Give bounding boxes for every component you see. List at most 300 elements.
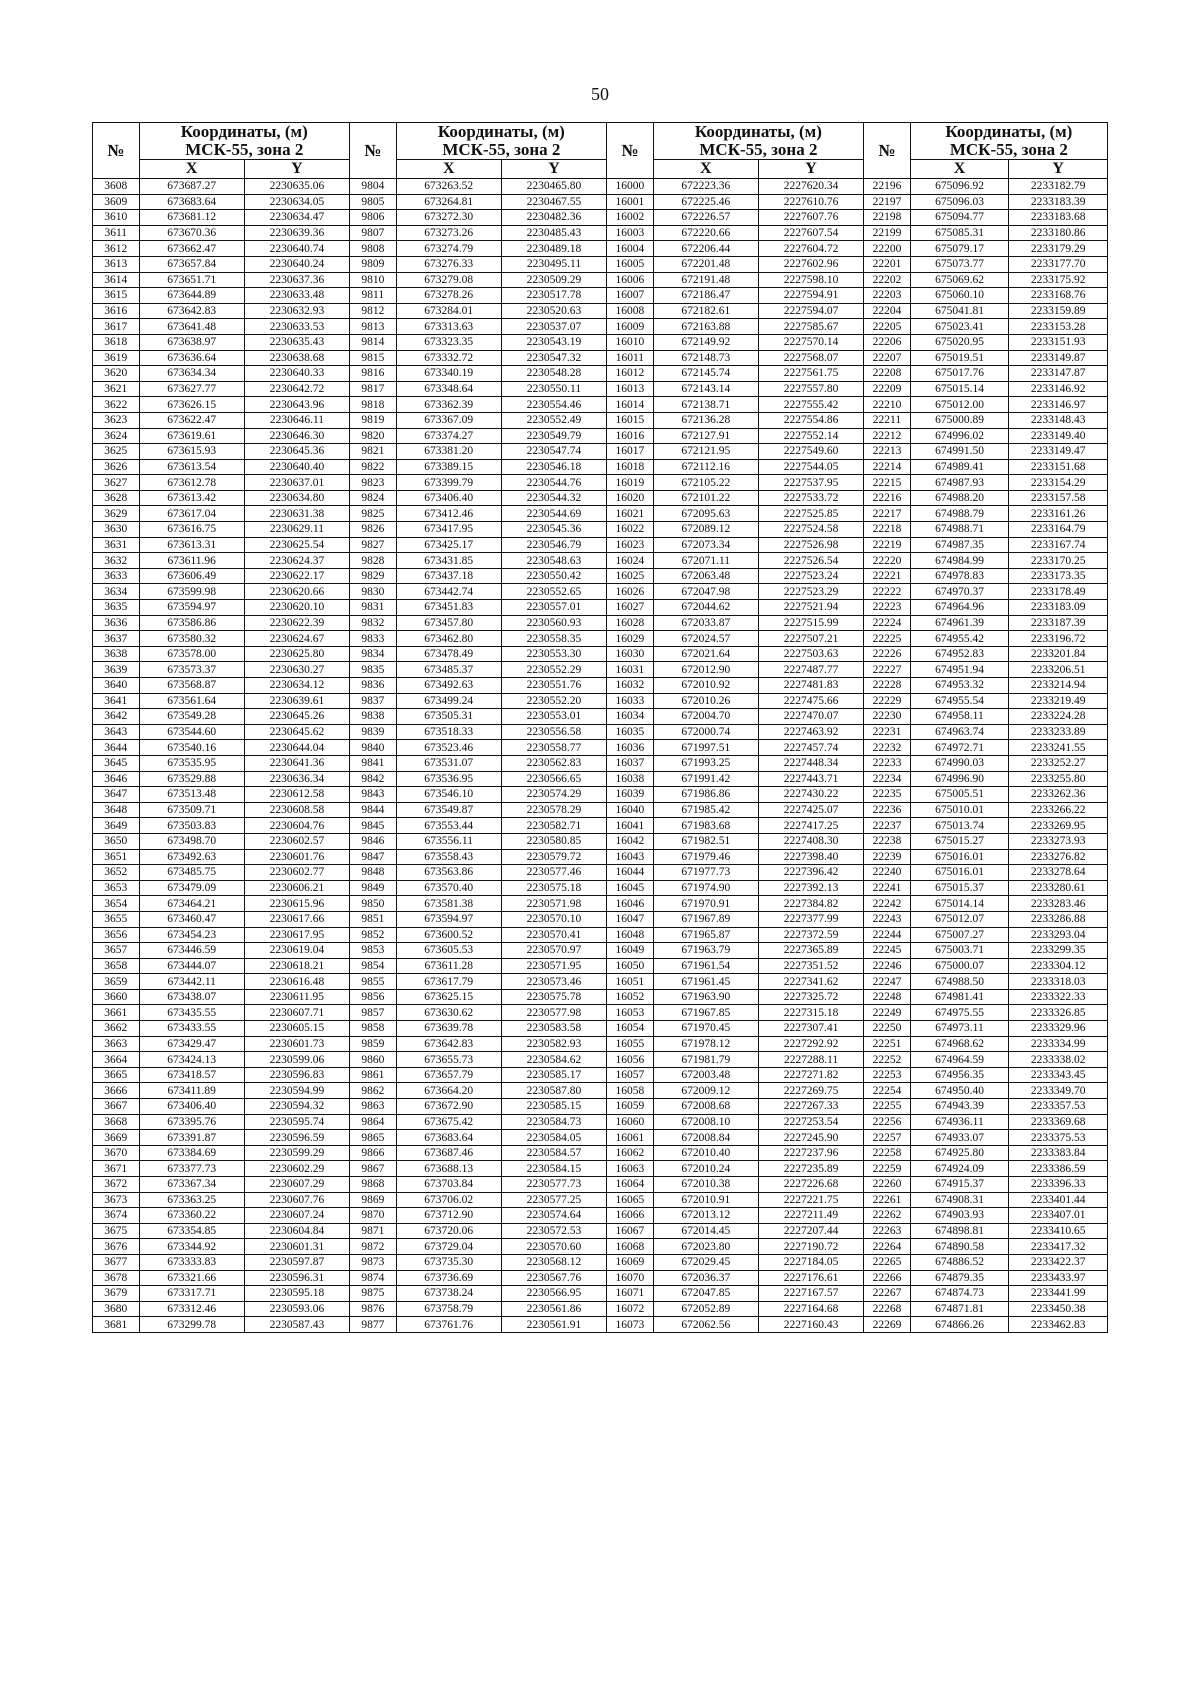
point-number-cell: 22269	[864, 1317, 911, 1333]
coord-x-cell: 674952.83	[910, 646, 1009, 662]
coord-y-cell: 2227164.68	[758, 1301, 863, 1317]
coord-y-cell: 2227365.89	[758, 943, 863, 959]
point-number-cell: 16038	[607, 771, 654, 787]
coord-y-cell: 2227602.96	[758, 256, 863, 272]
coord-x-cell: 672008.68	[653, 1099, 758, 1115]
point-number-cell: 3631	[93, 537, 140, 553]
coord-y-cell: 2227253.54	[758, 1114, 863, 1130]
point-number-cell: 9824	[350, 490, 397, 506]
coord-y-cell: 2230593.06	[244, 1301, 349, 1317]
point-number-cell: 22218	[864, 522, 911, 538]
coord-x-cell: 673411.89	[139, 1083, 244, 1099]
coord-y-cell: 2227561.75	[758, 366, 863, 382]
coord-y-cell: 2233283.46	[1009, 896, 1108, 912]
header-number: №	[607, 123, 654, 179]
coord-x-cell: 673395.76	[139, 1114, 244, 1130]
point-number-cell: 22223	[864, 600, 911, 616]
coord-y-cell: 2230553.30	[501, 646, 606, 662]
point-number-cell: 9864	[350, 1114, 397, 1130]
coord-x-cell: 673683.64	[139, 194, 244, 210]
coord-x-cell: 673367.09	[396, 412, 501, 428]
coord-y-cell: 2227408.30	[758, 833, 863, 849]
point-number-cell: 9833	[350, 631, 397, 647]
coord-y-cell: 2227384.82	[758, 896, 863, 912]
coord-x-cell: 671961.54	[653, 958, 758, 974]
point-number-cell: 16025	[607, 568, 654, 584]
coord-y-cell: 2230611.95	[244, 989, 349, 1005]
point-number-cell: 9839	[350, 724, 397, 740]
coord-y-cell: 2233146.92	[1009, 381, 1108, 397]
coord-y-cell: 2227425.07	[758, 802, 863, 818]
coord-y-cell: 2227267.33	[758, 1099, 863, 1115]
point-number-cell: 16034	[607, 709, 654, 725]
coord-y-cell: 2230550.42	[501, 568, 606, 584]
coord-x-cell: 671977.73	[653, 865, 758, 881]
coord-x-cell: 673424.13	[139, 1052, 244, 1068]
point-number-cell: 22233	[864, 755, 911, 771]
table-row	[93, 911, 1108, 927]
coord-x-cell: 672010.92	[653, 678, 758, 694]
table-row	[93, 1301, 1108, 1317]
table-row	[93, 490, 1108, 506]
table-row	[93, 771, 1108, 787]
coord-x-cell: 672014.45	[653, 1223, 758, 1239]
point-number-cell: 9810	[350, 272, 397, 288]
coord-y-cell: 2230585.17	[501, 1067, 606, 1083]
coord-y-cell: 2230641.36	[244, 755, 349, 771]
coord-x-cell: 673664.20	[396, 1083, 501, 1099]
point-number-cell: 3608	[93, 179, 140, 195]
point-number-cell: 16061	[607, 1130, 654, 1146]
point-number-cell: 22249	[864, 1005, 911, 1021]
point-number-cell: 9826	[350, 522, 397, 538]
header-coordinates	[396, 123, 607, 160]
point-number-cell: 3667	[93, 1099, 140, 1115]
coord-x-cell: 672008.10	[653, 1114, 758, 1130]
point-number-cell: 22199	[864, 225, 911, 241]
coord-x-cell: 673594.97	[396, 911, 501, 927]
coord-y-cell: 2233255.80	[1009, 771, 1108, 787]
coord-y-cell: 2233149.87	[1009, 350, 1108, 366]
coord-x-cell: 672225.46	[653, 194, 758, 210]
coord-y-cell: 2233175.92	[1009, 272, 1108, 288]
coord-x-cell: 675096.92	[910, 179, 1009, 195]
point-number-cell: 16060	[607, 1114, 654, 1130]
coord-y-cell: 2230587.80	[501, 1083, 606, 1099]
coord-y-cell: 2233273.93	[1009, 833, 1108, 849]
point-number-cell: 9836	[350, 678, 397, 694]
point-number-cell: 3648	[93, 802, 140, 818]
table-row	[93, 693, 1108, 709]
coord-y-cell: 2227470.07	[758, 709, 863, 725]
point-number-cell: 16016	[607, 428, 654, 444]
coord-y-cell: 2233262.36	[1009, 787, 1108, 803]
table-row	[93, 646, 1108, 662]
point-number-cell: 3680	[93, 1301, 140, 1317]
coord-x-cell: 675096.03	[910, 194, 1009, 210]
coord-y-cell: 2227552.14	[758, 428, 863, 444]
coord-x-cell: 673556.11	[396, 833, 501, 849]
coord-x-cell: 672047.85	[653, 1286, 758, 1302]
point-number-cell: 16011	[607, 350, 654, 366]
coord-y-cell: 2227292.92	[758, 1036, 863, 1052]
coord-x-cell: 673735.30	[396, 1254, 501, 1270]
table-row	[93, 553, 1108, 569]
coord-x-cell: 674987.35	[910, 537, 1009, 553]
coord-x-cell: 675060.10	[910, 288, 1009, 304]
table-row	[93, 319, 1108, 335]
point-number-cell: 16019	[607, 475, 654, 491]
coord-x-cell: 674915.37	[910, 1177, 1009, 1193]
point-number-cell: 22227	[864, 662, 911, 678]
point-number-cell: 16044	[607, 865, 654, 881]
point-number-cell: 3627	[93, 475, 140, 491]
point-number-cell: 9821	[350, 444, 397, 460]
header-y: Y	[1009, 160, 1108, 179]
coord-x-cell: 674958.11	[910, 709, 1009, 725]
point-number-cell: 22212	[864, 428, 911, 444]
coord-y-cell: 2233206.51	[1009, 662, 1108, 678]
table-row	[93, 303, 1108, 319]
point-number-cell: 16010	[607, 334, 654, 350]
point-number-cell: 16003	[607, 225, 654, 241]
point-number-cell: 16008	[607, 303, 654, 319]
point-number-cell: 3657	[93, 943, 140, 959]
point-number-cell: 3658	[93, 958, 140, 974]
header-number: №	[93, 123, 140, 179]
coord-x-cell: 674988.20	[910, 490, 1009, 506]
coord-x-cell: 673681.12	[139, 210, 244, 226]
point-number-cell: 22224	[864, 615, 911, 631]
coord-x-cell: 675005.51	[910, 787, 1009, 803]
coord-y-cell: 2233187.39	[1009, 615, 1108, 631]
coord-x-cell: 674866.26	[910, 1317, 1009, 1333]
coord-x-cell: 672021.64	[653, 646, 758, 662]
coord-y-cell: 2233154.29	[1009, 475, 1108, 491]
coord-y-cell: 2230646.30	[244, 428, 349, 444]
table-row	[93, 1067, 1108, 1083]
coord-x-cell: 672112.16	[653, 459, 758, 475]
coord-x-cell: 674989.41	[910, 459, 1009, 475]
coord-y-cell: 2233157.58	[1009, 490, 1108, 506]
coord-x-cell: 674956.35	[910, 1067, 1009, 1083]
coord-x-cell: 675007.27	[910, 927, 1009, 943]
coord-x-cell: 673406.40	[139, 1099, 244, 1115]
coord-y-cell: 2233401.44	[1009, 1192, 1108, 1208]
coord-x-cell: 671997.51	[653, 740, 758, 756]
point-number-cell: 9808	[350, 241, 397, 257]
coord-x-cell: 673605.53	[396, 943, 501, 959]
point-number-cell: 22213	[864, 444, 911, 460]
coord-y-cell: 2233326.85	[1009, 1005, 1108, 1021]
point-number-cell: 16050	[607, 958, 654, 974]
coord-x-cell: 673535.95	[139, 755, 244, 771]
coord-x-cell: 672004.70	[653, 709, 758, 725]
coord-y-cell: 2233182.79	[1009, 179, 1108, 195]
coord-x-cell: 672010.91	[653, 1192, 758, 1208]
coord-x-cell: 673460.47	[139, 911, 244, 927]
coord-y-cell: 2227610.76	[758, 194, 863, 210]
coord-x-cell: 672145.74	[653, 366, 758, 382]
coord-x-cell: 672186.47	[653, 288, 758, 304]
point-number-cell: 3664	[93, 1052, 140, 1068]
point-number-cell: 9868	[350, 1177, 397, 1193]
coord-x-cell: 675079.17	[910, 241, 1009, 257]
coord-y-cell: 2230608.58	[244, 802, 349, 818]
point-number-cell: 16071	[607, 1286, 654, 1302]
coord-x-cell: 673446.59	[139, 943, 244, 959]
coord-y-cell: 2230634.12	[244, 678, 349, 694]
point-number-cell: 22207	[864, 350, 911, 366]
coord-x-cell: 673553.44	[396, 818, 501, 834]
point-number-cell: 16018	[607, 459, 654, 475]
point-number-cell: 3610	[93, 210, 140, 226]
point-number-cell: 16007	[607, 288, 654, 304]
coord-x-cell: 674988.71	[910, 522, 1009, 538]
coord-y-cell: 2227160.43	[758, 1317, 863, 1333]
coord-y-cell: 2230574.64	[501, 1208, 606, 1224]
coord-y-cell: 2227594.91	[758, 288, 863, 304]
coord-y-cell: 2230550.11	[501, 381, 606, 397]
point-number-cell: 16002	[607, 210, 654, 226]
coord-y-cell: 2227398.40	[758, 849, 863, 865]
coord-y-cell: 2230601.31	[244, 1239, 349, 1255]
coord-x-cell: 674953.32	[910, 678, 1009, 694]
table-row	[93, 210, 1108, 226]
point-number-cell: 22205	[864, 319, 911, 335]
point-number-cell: 16052	[607, 989, 654, 1005]
point-number-cell: 16021	[607, 506, 654, 522]
point-number-cell: 9813	[350, 319, 397, 335]
coord-y-cell: 2230640.33	[244, 366, 349, 382]
coord-x-cell: 673630.62	[396, 1005, 501, 1021]
point-number-cell: 3616	[93, 303, 140, 319]
coord-x-cell: 674988.79	[910, 506, 1009, 522]
point-number-cell: 9819	[350, 412, 397, 428]
coord-x-cell: 673611.96	[139, 553, 244, 569]
coord-x-cell: 675000.07	[910, 958, 1009, 974]
point-number-cell: 3633	[93, 568, 140, 584]
coord-x-cell: 675073.77	[910, 256, 1009, 272]
point-number-cell: 22228	[864, 678, 911, 694]
coord-x-cell: 673363.25	[139, 1192, 244, 1208]
coord-x-cell: 672138.71	[653, 397, 758, 413]
point-number-cell: 16058	[607, 1083, 654, 1099]
point-number-cell: 9805	[350, 194, 397, 210]
coord-y-cell: 2233433.97	[1009, 1270, 1108, 1286]
point-number-cell: 9841	[350, 755, 397, 771]
point-number-cell: 16009	[607, 319, 654, 335]
point-number-cell: 9834	[350, 646, 397, 662]
coord-x-cell: 672101.22	[653, 490, 758, 506]
coord-y-cell: 2230607.76	[244, 1192, 349, 1208]
coord-y-cell: 2227549.60	[758, 444, 863, 460]
coord-x-cell: 673451.83	[396, 600, 501, 616]
point-number-cell: 22230	[864, 709, 911, 725]
coord-x-cell: 674964.96	[910, 600, 1009, 616]
coord-x-cell: 673683.64	[396, 1130, 501, 1146]
coord-y-cell: 2233252.27	[1009, 755, 1108, 771]
coord-y-cell: 2227176.61	[758, 1270, 863, 1286]
coord-y-cell: 2230604.76	[244, 818, 349, 834]
point-number-cell: 9825	[350, 506, 397, 522]
point-number-cell: 9822	[350, 459, 397, 475]
point-number-cell: 22243	[864, 911, 911, 927]
coord-y-cell: 2230607.71	[244, 1005, 349, 1021]
table-row	[93, 740, 1108, 756]
coord-x-cell: 671967.85	[653, 1005, 758, 1021]
coord-y-cell: 2230584.57	[501, 1145, 606, 1161]
coord-y-cell: 2230587.43	[244, 1317, 349, 1333]
coord-y-cell: 2230602.29	[244, 1161, 349, 1177]
table-row	[93, 584, 1108, 600]
coord-y-cell: 2230547.74	[501, 444, 606, 460]
coord-x-cell: 673594.97	[139, 600, 244, 616]
point-number-cell: 22242	[864, 896, 911, 912]
coord-y-cell: 2230606.21	[244, 880, 349, 896]
coord-y-cell: 2233180.86	[1009, 225, 1108, 241]
page-number: 50	[591, 84, 609, 104]
coord-y-cell: 2233183.68	[1009, 210, 1108, 226]
coord-y-cell: 2230646.11	[244, 412, 349, 428]
coord-x-cell: 672010.40	[653, 1145, 758, 1161]
coord-x-cell: 674973.11	[910, 1021, 1009, 1037]
coord-x-cell: 674970.37	[910, 584, 1009, 600]
coord-y-cell: 2230640.24	[244, 256, 349, 272]
point-number-cell: 3660	[93, 989, 140, 1005]
point-number-cell: 22209	[864, 381, 911, 397]
coord-y-cell: 2233183.09	[1009, 600, 1108, 616]
point-number-cell: 3655	[93, 911, 140, 927]
coord-y-cell: 2227207.44	[758, 1223, 863, 1239]
header-x: X	[910, 160, 1009, 179]
coord-y-cell: 2233183.39	[1009, 194, 1108, 210]
point-number-cell: 9872	[350, 1239, 397, 1255]
coord-x-cell: 673503.83	[139, 818, 244, 834]
coord-y-cell: 2233147.87	[1009, 366, 1108, 382]
coord-x-cell: 671982.51	[653, 833, 758, 849]
coord-x-cell: 674987.93	[910, 475, 1009, 491]
table-row	[93, 256, 1108, 272]
coord-x-cell: 672149.92	[653, 334, 758, 350]
coord-y-cell: 2227430.22	[758, 787, 863, 803]
table-row	[93, 943, 1108, 959]
point-number-cell: 3645	[93, 755, 140, 771]
coord-x-cell: 674955.42	[910, 631, 1009, 647]
point-number-cell: 9844	[350, 802, 397, 818]
coord-x-cell: 671967.89	[653, 911, 758, 927]
coord-y-cell: 2227271.82	[758, 1067, 863, 1083]
point-number-cell: 22260	[864, 1177, 911, 1193]
coord-x-cell: 673377.73	[139, 1161, 244, 1177]
point-number-cell: 9843	[350, 787, 397, 803]
point-number-cell: 16057	[607, 1067, 654, 1083]
point-number-cell: 9806	[350, 210, 397, 226]
point-number-cell: 22266	[864, 1270, 911, 1286]
point-number-cell: 3672	[93, 1177, 140, 1193]
coord-y-cell: 2233219.49	[1009, 693, 1108, 709]
point-number-cell: 16004	[607, 241, 654, 257]
table-row	[93, 724, 1108, 740]
coord-y-cell: 2227507.21	[758, 631, 863, 647]
point-number-cell: 16055	[607, 1036, 654, 1052]
coord-x-cell: 673360.22	[139, 1208, 244, 1224]
table-row	[93, 896, 1108, 912]
coord-y-cell: 2227503.63	[758, 646, 863, 662]
coord-x-cell: 673529.88	[139, 771, 244, 787]
point-number-cell: 22197	[864, 194, 911, 210]
point-number-cell: 3679	[93, 1286, 140, 1302]
coord-y-cell: 2230622.39	[244, 615, 349, 631]
coord-y-cell: 2230546.79	[501, 537, 606, 553]
coord-x-cell: 674984.99	[910, 553, 1009, 569]
coord-y-cell: 2233375.53	[1009, 1130, 1108, 1146]
point-number-cell: 9845	[350, 818, 397, 834]
coord-x-cell: 673655.73	[396, 1052, 501, 1068]
point-number-cell: 16070	[607, 1270, 654, 1286]
point-number-cell: 9860	[350, 1052, 397, 1068]
coord-x-cell: 673738.24	[396, 1286, 501, 1302]
coord-x-cell: 673340.19	[396, 366, 501, 382]
table-row	[93, 958, 1108, 974]
coord-x-cell: 673563.86	[396, 865, 501, 881]
coord-y-cell: 2233441.99	[1009, 1286, 1108, 1302]
coord-y-cell: 2230577.25	[501, 1192, 606, 1208]
coord-y-cell: 2227211.49	[758, 1208, 863, 1224]
point-number-cell: 22220	[864, 553, 911, 569]
coord-y-cell: 2233201.84	[1009, 646, 1108, 662]
header-subtitle: МСК-55, зона 2	[185, 140, 304, 159]
coord-x-cell: 673580.32	[139, 631, 244, 647]
coord-y-cell: 2230601.73	[244, 1036, 349, 1052]
coord-x-cell: 673485.37	[396, 662, 501, 678]
coord-x-cell: 672163.88	[653, 319, 758, 335]
coord-y-cell: 2230617.95	[244, 927, 349, 943]
coord-y-cell: 2227487.77	[758, 662, 863, 678]
point-number-cell: 3649	[93, 818, 140, 834]
coord-x-cell: 672029.45	[653, 1254, 758, 1270]
coord-x-cell: 674981.41	[910, 989, 1009, 1005]
point-number-cell: 16020	[607, 490, 654, 506]
coord-y-cell: 2230561.86	[501, 1301, 606, 1317]
point-number-cell: 9852	[350, 927, 397, 943]
coord-y-cell: 2227269.75	[758, 1083, 863, 1099]
point-number-cell: 16012	[607, 366, 654, 382]
coord-y-cell: 2233214.94	[1009, 678, 1108, 694]
header-title: Координаты, (м)	[437, 122, 565, 141]
point-number-cell: 9815	[350, 350, 397, 366]
coord-y-cell: 2227443.71	[758, 771, 863, 787]
coord-x-cell: 672033.87	[653, 615, 758, 631]
table-row	[93, 1208, 1108, 1224]
coord-y-cell: 2230594.32	[244, 1099, 349, 1115]
coord-y-cell: 2233386.59	[1009, 1161, 1108, 1177]
coord-x-cell: 674890.58	[910, 1239, 1009, 1255]
table-row	[93, 709, 1108, 725]
point-number-cell: 16069	[607, 1254, 654, 1270]
coord-y-cell: 2233146.97	[1009, 397, 1108, 413]
point-number-cell: 3641	[93, 693, 140, 709]
point-number-cell: 22201	[864, 256, 911, 272]
coord-x-cell: 673549.87	[396, 802, 501, 818]
coord-y-cell: 2227554.86	[758, 412, 863, 428]
coord-x-cell: 673333.83	[139, 1254, 244, 1270]
coord-x-cell: 675016.01	[910, 865, 1009, 881]
coord-y-cell: 2227448.34	[758, 755, 863, 771]
coord-y-cell: 2227607.76	[758, 210, 863, 226]
coord-y-cell: 2227288.11	[758, 1052, 863, 1068]
coord-x-cell: 672010.26	[653, 693, 758, 709]
